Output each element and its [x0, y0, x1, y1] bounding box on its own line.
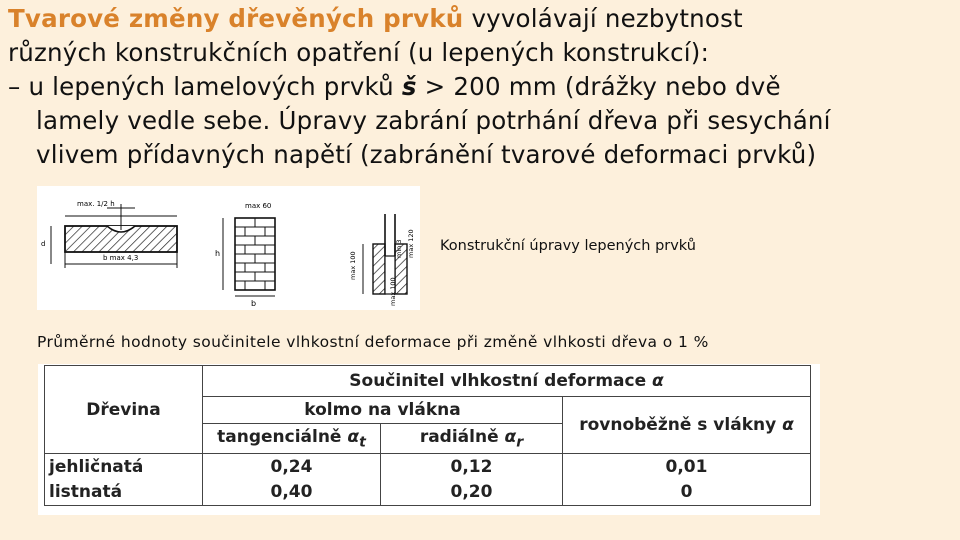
construction-drawing: [37, 186, 420, 310]
header-species: Dřevina: [45, 366, 203, 454]
table-row: [45, 454, 811, 480]
row-longitudinal: 0: [563, 480, 811, 506]
row-radial: 0,12: [381, 454, 563, 480]
coefficient-table: [44, 365, 811, 506]
row-longitudinal: 0,01: [563, 454, 811, 480]
header-longitudinal: rovnoběžně s vlákny α: [563, 397, 811, 454]
row-species: jehličnatá: [45, 454, 203, 480]
paragraph-line-2: různých konstrukčních opatření (u lepených konstrukcí):: [8, 38, 710, 67]
paragraph-highlight: Tvarové změny dřevěných prvků: [8, 4, 464, 33]
table-row: [45, 480, 811, 506]
paragraph-line-3-b: > 200 mm (drážky nebo dvě: [416, 72, 781, 101]
beam-with-groove-drawing: [41, 200, 177, 268]
left-dimension-label: d: [41, 240, 46, 248]
row-tangential: 0,24: [203, 454, 381, 480]
header-radial: radiálně $\alpha_r$: [381, 424, 563, 454]
paragraph-line-3-a: – u lepených lamelových prvků: [8, 72, 402, 101]
paragraph-line-5: vlivem přídavných napětí (zabránění tvarové deformaci prvků): [36, 140, 817, 169]
header-main: Součinitel vlhkostní deformace α: [203, 366, 811, 397]
figure-caption: Konstrukční úpravy lepených prvků: [440, 238, 696, 254]
paragraph-line-1-rest: vyvolávají nezbytnost: [463, 4, 743, 33]
construction-figure: [37, 186, 420, 310]
row-species: listnatá: [45, 480, 203, 506]
header-across-grain: kolmo na vlákna: [203, 397, 563, 424]
middle-top-label: max 60: [245, 202, 272, 210]
main-paragraph: [8, 2, 953, 172]
right-bottom-label: max 100: [389, 277, 397, 306]
header-tangential: tangenciálně $\alpha_t$: [203, 424, 381, 454]
width-symbol: š: [401, 72, 417, 101]
paragraph-line-3: [8, 70, 953, 104]
table-caption: Průměrné hodnoty součinitele vlhkostní deformace při změně vlhkosti dřeva o 1 %: [37, 333, 709, 351]
row-radial: 0,20: [381, 480, 563, 506]
grooved-section-drawing: [349, 214, 415, 306]
middle-bottom-label: b: [251, 299, 257, 308]
paragraph-line-4: lamely vedle sebe. Úpravy zabrání potrhání dřeva při sesychání: [36, 106, 831, 135]
right-top-label: max 120: [407, 229, 415, 258]
paragraph-line-1: [8, 2, 953, 36]
right-side-label: min 3: [395, 239, 403, 258]
top-dimension-label: max. 1/2 h: [77, 200, 115, 208]
right-left-label: max 100: [349, 251, 357, 280]
coefficient-table-panel: [38, 364, 820, 515]
middle-left-label: h: [215, 249, 221, 258]
row-tangential: 0,40: [203, 480, 381, 506]
bottom-dimension-label: b max 4,3: [103, 254, 139, 262]
lamellae-side-by-side-drawing: [215, 202, 275, 308]
